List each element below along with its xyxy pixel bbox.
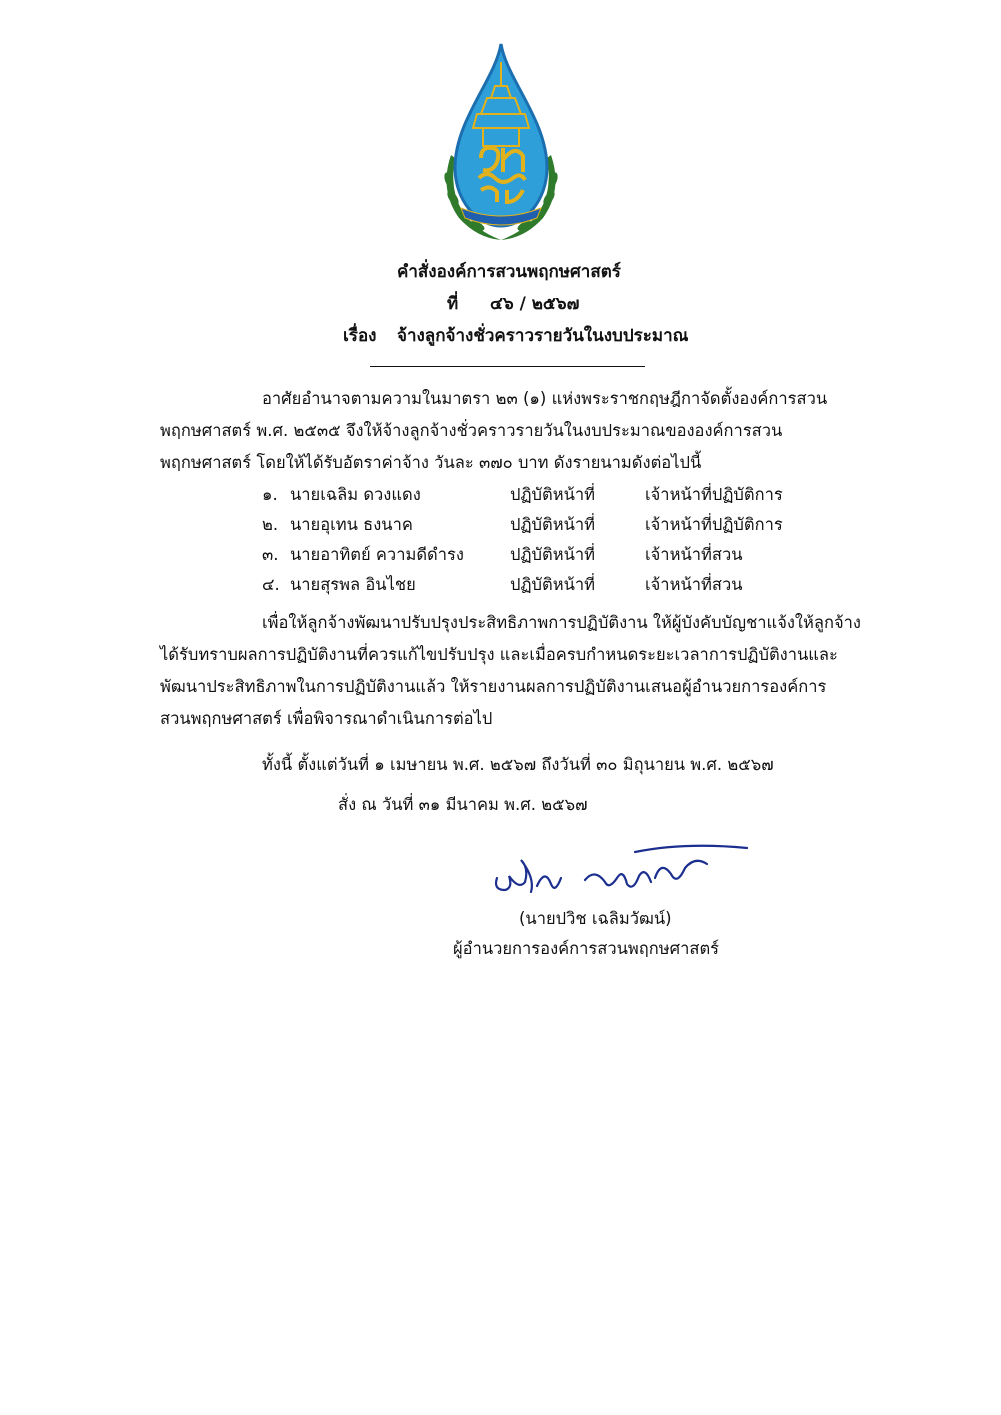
para1-line3: พฤกษศาสตร์ โดยให้ได้รับอัตราค่าจ้าง วันละ ๓๗๐ บาท ดังรายนามดังต่อไปนี้ — [160, 453, 702, 472]
effective-period: ทั้งนี้ ตั้งแต่วันที่ ๑ เมษายน พ.ศ. ๒๕๖๗ ถึงวันที่ ๓๐ มิถุนายน พ.ศ. ๒๕๖๗ — [262, 755, 774, 774]
duty-label: ปฏิบัติหน้าที่ — [510, 575, 596, 594]
subject-text: จ้างลูกจ้างชั่วคราวรายวันในงบประมาณ — [397, 326, 689, 346]
duty-label: ปฏิบัติหน้าที่ — [510, 485, 596, 504]
list-item — [0, 572, 1001, 598]
item-number: ๓. — [262, 545, 279, 564]
employee-name: นายเฉลิม ดวงแดง — [290, 485, 421, 504]
para1-line1: อาศัยอำนาจตามความในมาตรา ๒๓ (๑) แห่งพระราชกฤษฎีกาจัดตั้งองค์การสวน — [262, 389, 828, 408]
para2-line4: สวนพฤกษศาสตร์ เพื่อพิจารณาดำเนินการต่อไป — [160, 709, 493, 728]
list-item — [0, 542, 1001, 568]
order-number-value: ๔๖ / ๒๕๖๗ — [490, 294, 580, 314]
employee-position: เจ้าหน้าที่สวน — [645, 575, 743, 594]
employee-position: เจ้าหน้าที่ปฏิบัติการ — [645, 485, 783, 504]
list-item — [0, 482, 1001, 508]
para2-line3: พัฒนาประสิทธิภาพในการปฏิบัติงานแล้ว ให้รายงานผลการปฏิบัติงานเสนอผู้อำนวยการองค์การ — [160, 677, 827, 696]
employee-position: เจ้าหน้าที่สวน — [645, 545, 743, 564]
signatory-name: (นายปวิช เฉลิมวัฒน์) — [519, 909, 672, 928]
organization-logo-icon — [437, 40, 565, 250]
order-date: สั่ง ณ วันที่ ๓๑ มีนาคม พ.ศ. ๒๕๖๗ — [338, 795, 588, 814]
employee-name: นายอุเทน ธงนาค — [290, 515, 413, 534]
header-divider — [370, 366, 645, 367]
item-number: ๒. — [262, 515, 279, 534]
employee-name: นายอาทิตย์ ความดีดำรง — [290, 545, 464, 564]
handwritten-signature-icon — [485, 838, 755, 908]
para2-line1: เพื่อให้ลูกจ้างพัฒนาปรับปรุงประสิทธิภาพการปฏิบัติงาน ให้ผู้บังคับบัญชาแจ้งให้ลูกจ้าง — [262, 613, 861, 632]
list-item — [0, 512, 1001, 538]
order-number-label: ที่ — [447, 294, 459, 314]
duty-label: ปฏิบัติหน้าที่ — [510, 545, 596, 564]
item-number: ๔. — [262, 575, 280, 594]
para2-line2: ได้รับทราบผลการปฏิบัติงานที่ควรแก้ไขปรับปรุง และเมื่อครบกำหนดระยะเวลาการปฏิบัติงานและ — [160, 645, 838, 664]
employee-position: เจ้าหน้าที่ปฏิบัติการ — [645, 515, 783, 534]
item-number: ๑. — [262, 485, 278, 504]
subject-label: เรื่อง — [343, 326, 377, 346]
employee-name: นายสุรพล อินไชย — [290, 575, 416, 594]
duty-label: ปฏิบัติหน้าที่ — [510, 515, 596, 534]
para1-line2: พฤกษศาสตร์ พ.ศ. ๒๕๓๕ จึงให้จ้างลูกจ้างชั่วคราวรายวันในงบประมาณขององค์การสวน — [160, 421, 783, 440]
signatory-title: ผู้อำนวยการองค์การสวนพฤกษศาสตร์ — [453, 939, 720, 958]
order-title-text: คำสั่งองค์การสวนพฤกษศาสตร์ — [397, 262, 621, 282]
